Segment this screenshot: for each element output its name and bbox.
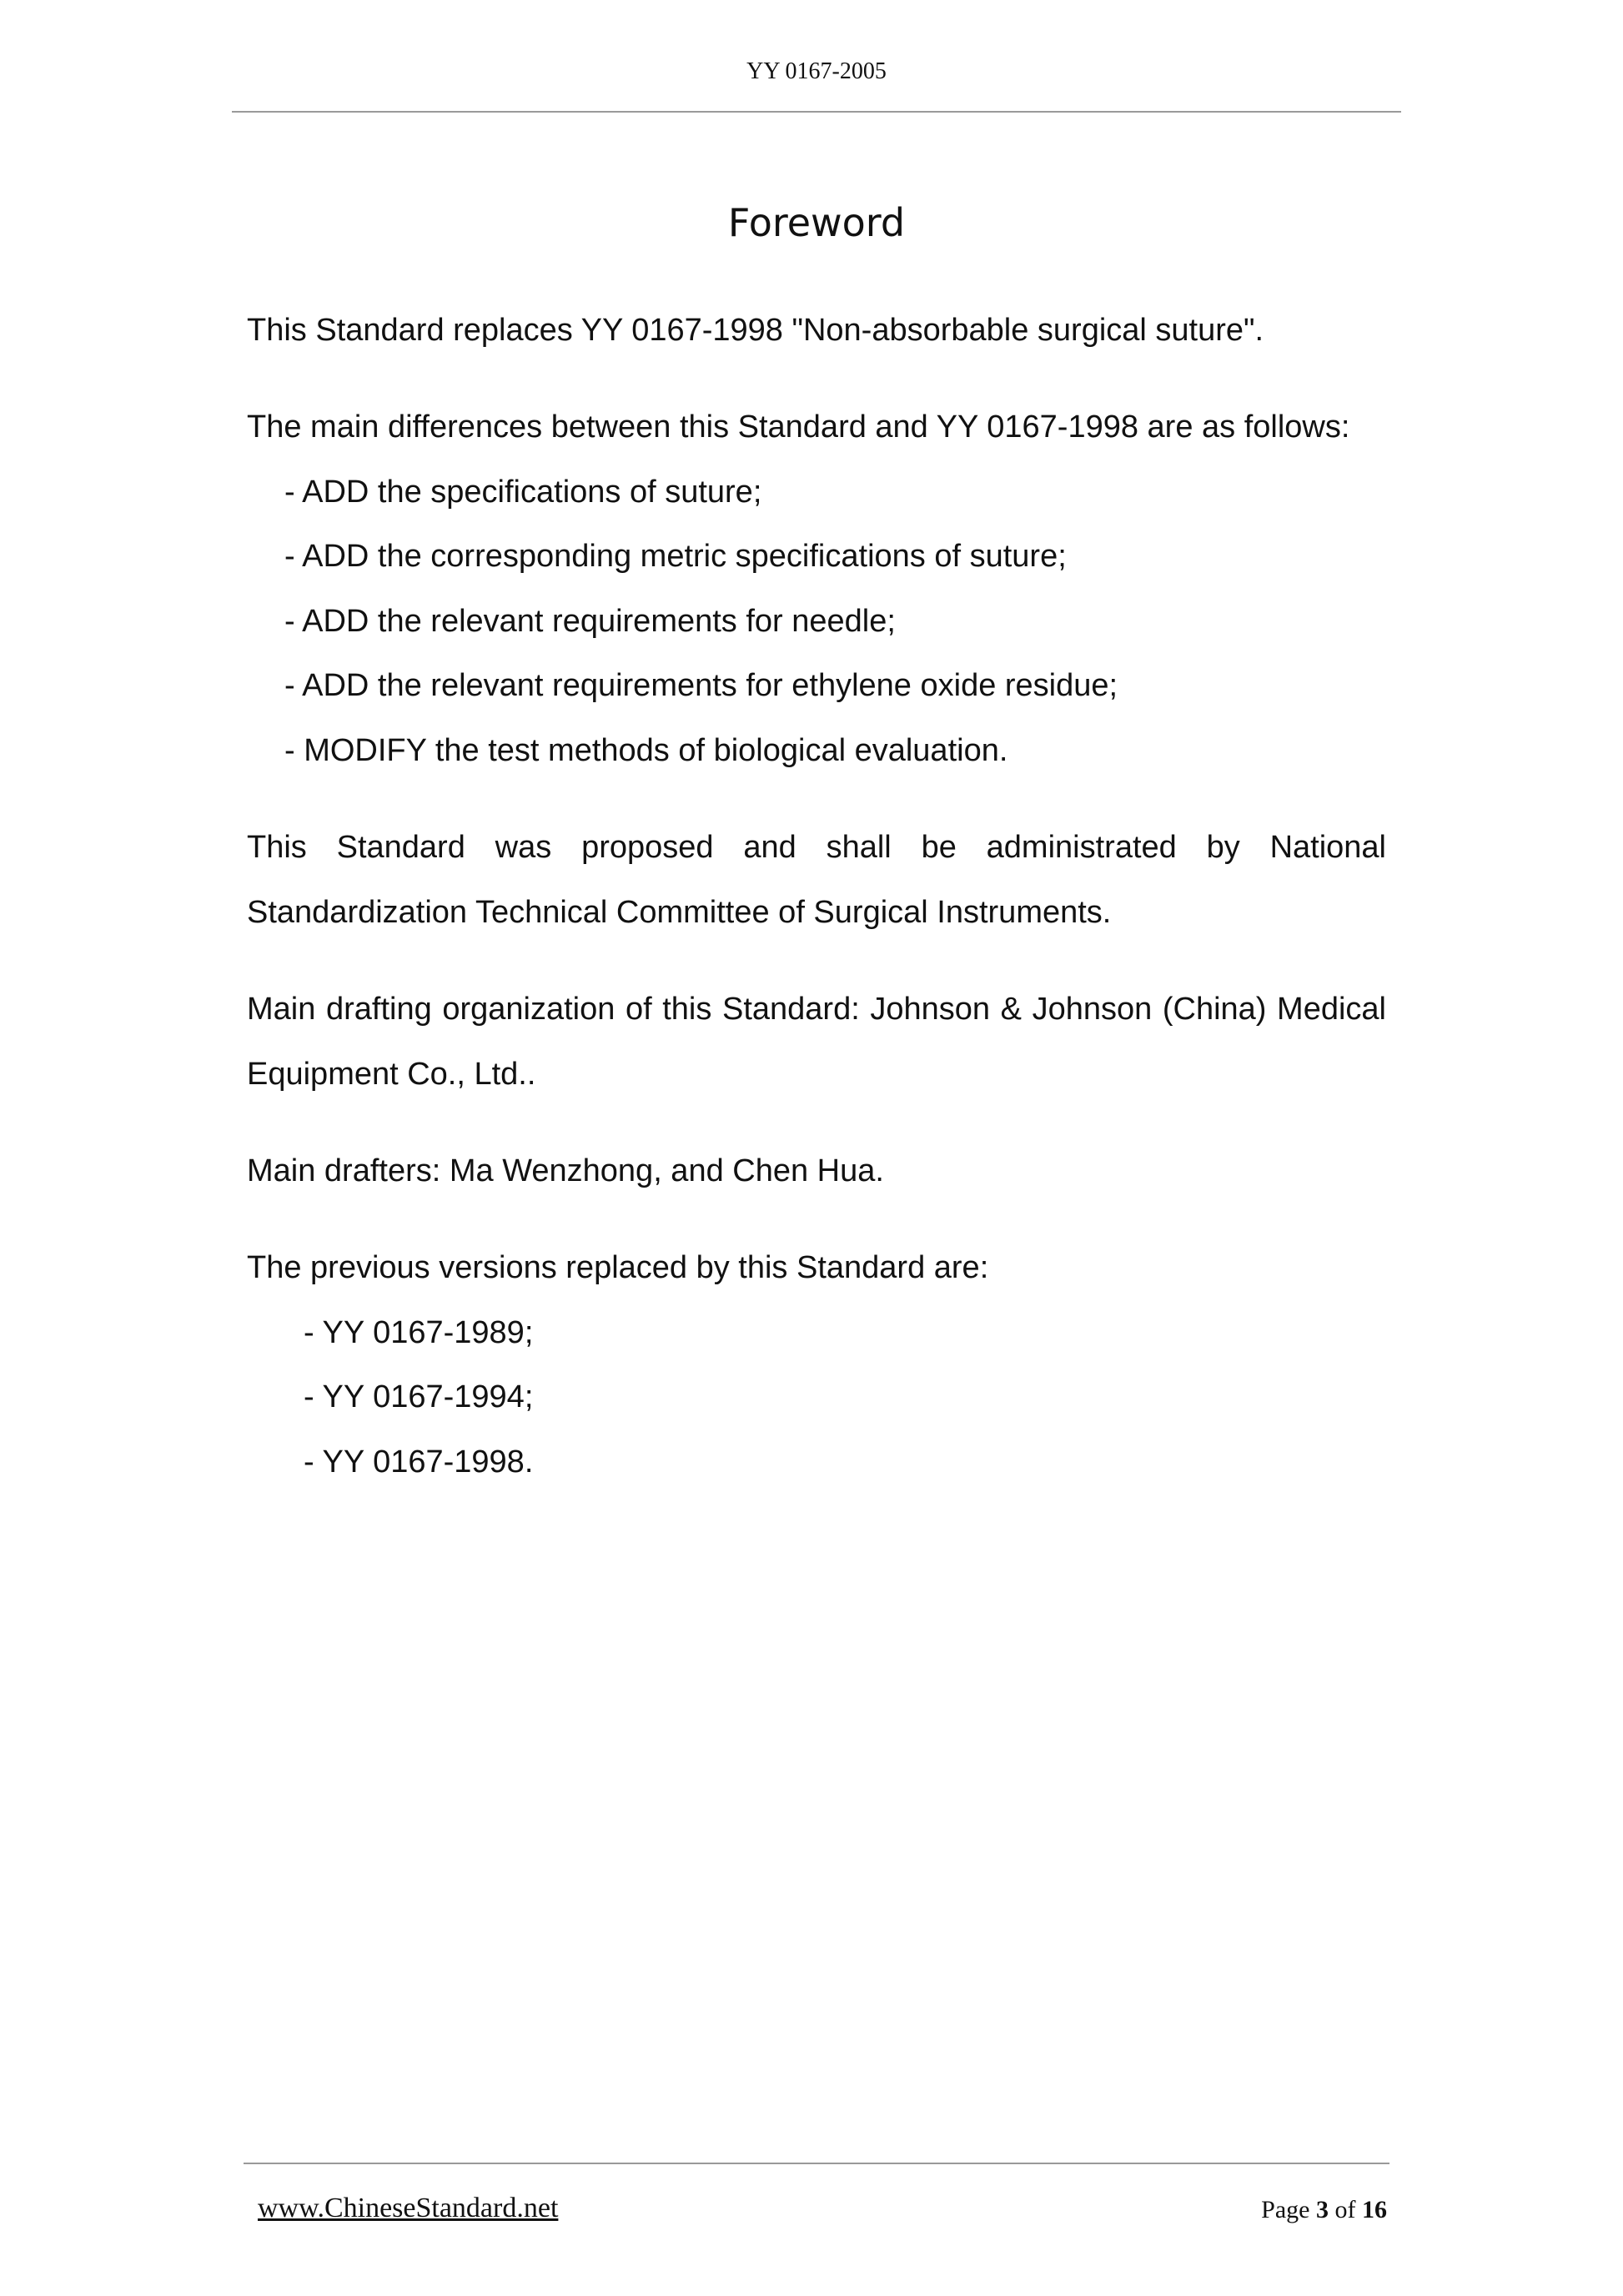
page-number — [1261, 2192, 1387, 2228]
paragraph-drafters: Main drafters: Ma Wenzhong, and Chen Hua. — [247, 1153, 884, 1188]
page-current: 3 — [1316, 2196, 1329, 2223]
list-item-previous-version: - YY 0167-1994; — [304, 1379, 534, 1414]
list-item-previous-version: - YY 0167-1998. — [304, 1444, 534, 1480]
paragraph-drafting-org: Main drafting organization of this Standard: Johnson & Johnson (China) Medical Equipment Co., Ltd.. — [247, 992, 1386, 1092]
page-total: 16 — [1362, 2196, 1387, 2223]
header-divider — [232, 111, 1401, 113]
list-item-difference: - ADD the specifications of suture; — [284, 475, 762, 510]
list-item-previous-version: - YY 0167-1989; — [304, 1315, 534, 1350]
footer-site-link[interactable]: www.ChineseStandard.net — [258, 2193, 559, 2223]
list-item-difference: - MODIFY the test methods of biological evaluation. — [284, 733, 1008, 768]
page-of-word: of — [1334, 2196, 1356, 2223]
running-header: YY 0167-2005 — [746, 58, 887, 84]
list-item-difference: - ADD the relevant requirements for ethylene oxide residue; — [284, 668, 1118, 703]
list-item-difference: - ADD the relevant requirements for needle; — [284, 604, 896, 639]
page-title: Foreword — [727, 200, 906, 245]
paragraph-proposed: This Standard was proposed and shall be administrated by National Standardization Technical Committee of Surgical Instruments. — [247, 830, 1386, 930]
paragraph-replaces: This Standard replaces YY 0167-1998 "Non-absorbable surgical suture". — [247, 313, 1264, 348]
paragraph-previous-intro: The previous versions replaced by this Standard are: — [247, 1250, 989, 1285]
page-word: Page — [1261, 2196, 1310, 2223]
paragraph-differences-intro: The main differences between this Standard and YY 0167-1998 are as follows: — [247, 409, 1350, 445]
footer-divider — [244, 2163, 1389, 2164]
list-item-difference: - ADD the corresponding metric specifications of suture; — [284, 539, 1067, 574]
